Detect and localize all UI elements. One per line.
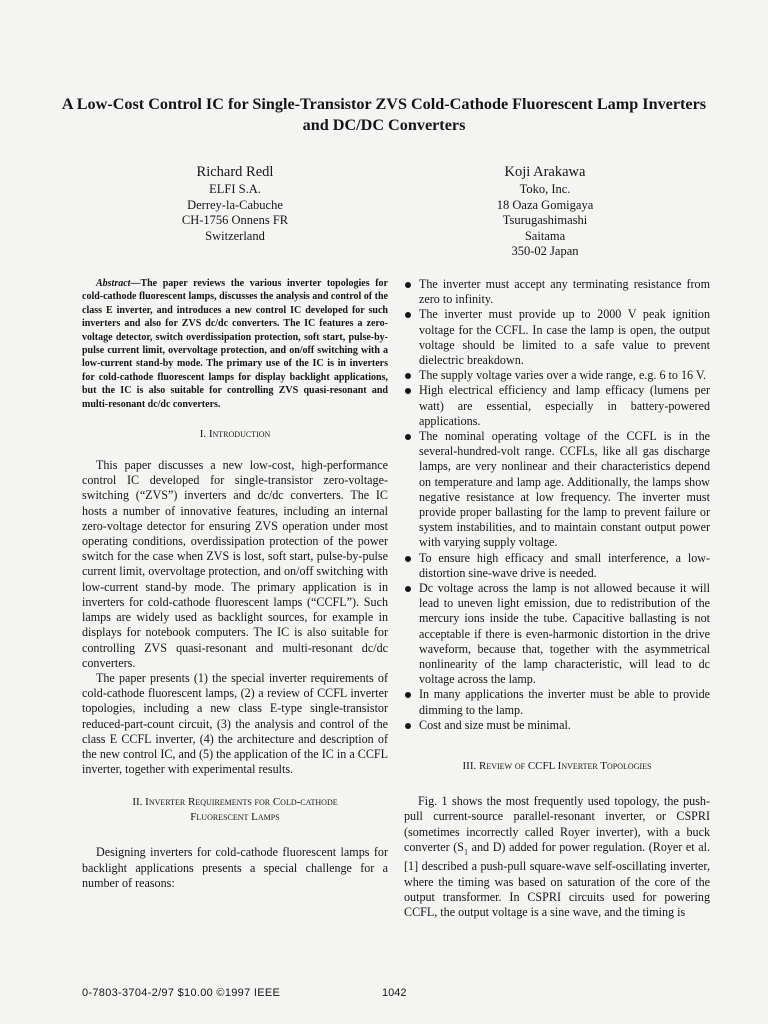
author-affiliation-line: Saitama bbox=[524, 228, 566, 243]
section-heading-line: Fluorescent Lamps bbox=[190, 811, 280, 824]
list-item-text: The inverter must accept any terminating resistance from zero to infinity. bbox=[419, 277, 710, 307]
list-item bbox=[404, 307, 710, 368]
bullet-icon bbox=[405, 434, 411, 440]
list-item bbox=[404, 383, 710, 429]
bullet-icon bbox=[405, 692, 411, 698]
left-column bbox=[82, 277, 388, 891]
author-name: Richard Redl bbox=[196, 164, 274, 180]
body-paragraph bbox=[404, 794, 710, 920]
list-item-text: In many applications the inverter must be able to provide dimming to the lamp. bbox=[419, 687, 710, 717]
list-item-text: Cost and size must be minimal. bbox=[419, 717, 571, 732]
author-affiliation-line: 18 Oaza Gomigaya bbox=[496, 197, 594, 212]
author-affiliation-line: Derrey-la-Cabuche bbox=[187, 197, 283, 212]
section-heading-line: II. Inverter Requirements for Cold-cathode bbox=[132, 796, 338, 809]
list-item bbox=[404, 551, 710, 581]
list-item bbox=[404, 429, 710, 551]
right-column bbox=[404, 277, 710, 920]
list-item-text: Dc voltage across the lamp is not allowed because it will lead to uneven light emission, due to redistribution of the mercury ions inside the tube. Capacitive ballasting is not acceptable if there is even-harmonic distortion in the drive waveform, because that, together with the asymmetrical nonlinearity of the lamp characteristic, will lead to dc voltage across the lamp. bbox=[419, 581, 710, 687]
list-item-text: The inverter must provide up to 2000 V peak ignition voltage for the CCFL. In case the lamp is open, the output voltage should be limited to a safe value to prevent dielectric breakdown. bbox=[419, 307, 710, 368]
body-paragraph: The paper presents (1) the special inverter requirements of cold-cathode fluorescent lamps, (2) a review of CCFL inverter topologies, including a new class E-type single-transistor reduced-part-count circuit, (3) the analysis and control of the class E CCFL inverter, (4) the architecture and description of the new control IC, and (5) the application of the IC in a CCFL inverter, together with experimental results. bbox=[82, 670, 388, 777]
paper-title: A Low-Cost Control IC for Single-Transistor ZVS Cold-Cathode Fluorescent Lamp Inverters and DC/DC Converters bbox=[61, 95, 707, 134]
author-block-1 bbox=[150, 163, 320, 244]
author-block-2 bbox=[460, 163, 630, 260]
bullet-icon bbox=[405, 312, 411, 318]
body-paragraph: Designing inverters for cold-cathode fluorescent lamps for backlight applications presents a special challenge for a number of reasons: bbox=[82, 845, 388, 890]
body-paragraph: This paper discusses a new low-cost, high-performance control IC developed for single-transistor zero-voltage-switching (“ZVS”) inverters and dc/dc converters. The IC hosts a number of innovative features, including an internal zero-voltage detector for ensuring ZVS operation under most operating conditions, overdissipation protection of the power switch for the case when ZVS is lost, soft start, pulse-by-pulse current limit, overvoltage protection, and on/off switching with low-current stand-by mode. The primary application is in inverters for cold-cathode fluorescent lamps (“CCFL”). Such lamps are widely used as backlight sources, for example in displays for notebook computers. The IC is also suitable for controlling ZVS quasi-resonant and multi-resonant dc/dc converters. bbox=[82, 458, 388, 670]
author-affiliation-line: Tsurugashimashi bbox=[502, 213, 588, 227]
abstract-text: —The paper reviews the various inverter topologies for cold-cathode fluorescent lamps, discusses the analysis and control of the class E inverter, and introduces a new control IC developed for such inverters and also for ZVS dc/dc converters. The IC features a zero-voltage detector, switch overdissipation protection, soft start, pulse-by-pulse current limit, overvoltage protection, and on/off switching with a low-current stand-by mode. The primary use of the IC is in inverters for cold-cathode fluorescent lamps for display backlight applications, but the IC is also suitable for controlling ZVS quasi-resonant and multi-resonant dc/dc converters. bbox=[82, 278, 388, 410]
bullet-icon bbox=[405, 373, 411, 379]
section-heading-requirements bbox=[82, 795, 388, 825]
bullet-icon bbox=[405, 586, 411, 592]
list-item bbox=[404, 277, 710, 307]
author-affiliation-line: Toko, Inc. bbox=[519, 182, 571, 196]
footer-copyright: 0-7803-3704-2/97 $10.00 ©1997 IEEE bbox=[82, 987, 281, 999]
author-affiliation-line: Switzerland bbox=[205, 228, 265, 243]
subscript: 1 bbox=[464, 847, 469, 857]
requirements-list bbox=[404, 277, 710, 733]
author-name: Koji Arakawa bbox=[504, 164, 586, 180]
author-affiliation-line: ELFI S.A. bbox=[209, 182, 261, 196]
bullet-icon bbox=[405, 388, 411, 394]
author-affiliation-line: 350-02 Japan bbox=[511, 244, 579, 258]
section-heading-introduction: I. Introduction bbox=[199, 428, 271, 441]
bullet-icon bbox=[405, 282, 411, 288]
bullet-icon bbox=[405, 723, 411, 729]
list-item bbox=[404, 581, 710, 687]
list-item-text: To ensure high efficacy and small interference, a low-distortion sine-wave drive is needed. bbox=[419, 550, 710, 580]
abstract-lead: Abstract bbox=[96, 278, 131, 289]
bullet-icon bbox=[405, 556, 411, 562]
list-item-text: High electrical efficiency and lamp efficacy (lumens per watt) are essential, especially in battery-powered applications. bbox=[419, 383, 710, 428]
review-text-part: Fig. 1 shows the most frequently used topology, the push-pull current-source parallel-resonant inverter, or CSPRI (sometimes incorrectly called Royer inverter), with a buck converter (S bbox=[404, 794, 710, 854]
section-heading-review: III. Review of CCFL Inverter Topologies bbox=[462, 760, 652, 773]
review-text-part: and D) added for power regulation. (Royer et al. [1] described a push-pull square-wave self-oscillating inverter, where the timing was based on saturation of the core of the output transformer. In CSPRI circuits used for powering CCFL, the output voltage is a sine wave, and the timing is bbox=[404, 839, 711, 919]
page-number: 1042 bbox=[382, 987, 407, 999]
list-item bbox=[404, 687, 710, 717]
list-item-text: The supply voltage varies over a wide range, e.g. 6 to 16 V. bbox=[419, 368, 707, 383]
abstract bbox=[82, 277, 388, 411]
list-item-text: The nominal operating voltage of the CCFL is in the several-hundred-volt range. CCFLs, like all gas discharge lamps, are very nonlinear and their characteristics depend on temperature and lamp age. Additionally, the lamps show negative resistance at low frequency. The inverter must provide proper ballasting for the lamp to prevent failure or system instabilities, and to maintain constant output power with varying supply voltage. bbox=[419, 429, 710, 550]
author-affiliation-line: CH-1756 Onnens FR bbox=[181, 213, 289, 227]
list-item bbox=[404, 718, 710, 733]
list-item bbox=[404, 368, 710, 383]
